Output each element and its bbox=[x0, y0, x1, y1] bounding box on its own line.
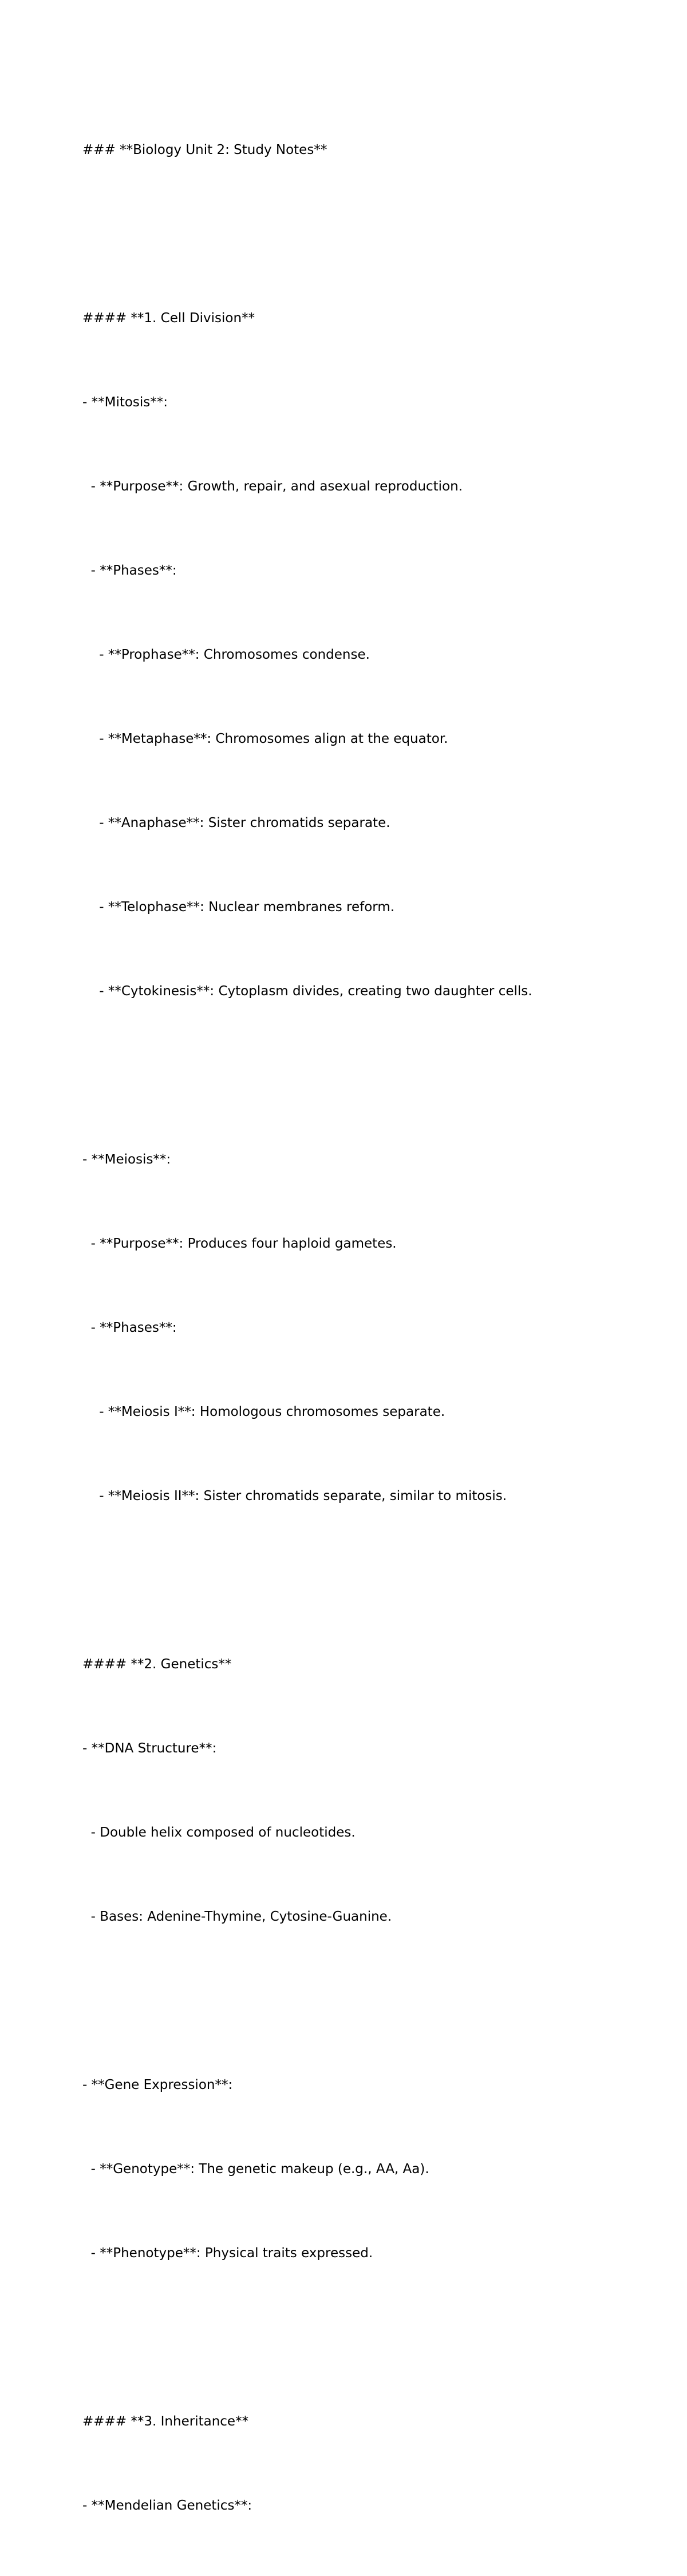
document-body bbox=[82, 80, 532, 2576]
list-item-mendelian-genetics: - **Mendelian Genetics**: bbox=[82, 2498, 252, 2513]
list-item-gene-expression: - **Gene Expression**: bbox=[82, 2078, 233, 2092]
section-heading-cell-division: #### **1. Cell Division** bbox=[82, 311, 255, 326]
blank-line bbox=[82, 1062, 532, 1090]
list-item-prophase: - **Prophase**: Chromosomes condense. bbox=[82, 647, 370, 662]
list-item-meiosis-purpose: - **Purpose**: Produces four haploid gametes. bbox=[82, 1236, 397, 1251]
blank-line bbox=[82, 220, 532, 248]
blank-line bbox=[82, 1987, 532, 2015]
list-item-meiosis-2: - **Meiosis II**: Sister chromatids separate, similar to mitosis. bbox=[82, 1489, 507, 1503]
list-item-phenotype: - **Phenotype**: Physical traits expressed. bbox=[82, 2246, 373, 2261]
list-item-mitosis-phases: - **Phases**: bbox=[82, 563, 177, 578]
list-item-meiosis-1: - **Meiosis I**: Homologous chromosomes separate. bbox=[82, 1404, 445, 1419]
list-item-meiosis-phases: - **Phases**: bbox=[82, 1320, 177, 1335]
doc-title: ### **Biology Unit 2: Study Notes** bbox=[82, 143, 327, 157]
list-item-genotype: - **Genotype**: The genetic makeup (e.g., AA, Aa). bbox=[82, 2162, 429, 2177]
blank-line bbox=[82, 1566, 532, 1594]
list-item-double-helix: - Double helix composed of nucleotides. bbox=[82, 1825, 356, 1840]
section-heading-genetics: #### **2. Genetics** bbox=[82, 1657, 232, 1672]
blank-line bbox=[82, 2324, 532, 2352]
list-item-cytokinesis: - **Cytokinesis**: Cytoplasm divides, creating two daughter cells. bbox=[82, 984, 532, 999]
list-item-metaphase: - **Metaphase**: Chromosomes align at the equator. bbox=[82, 731, 448, 746]
list-item-meiosis: - **Meiosis**: bbox=[82, 1152, 171, 1167]
list-item-anaphase: - **Anaphase**: Sister chromatids separate. bbox=[82, 816, 390, 830]
list-item-dna-structure: - **DNA Structure**: bbox=[82, 1741, 217, 1756]
list-item-mitosis: - **Mitosis**: bbox=[82, 395, 168, 410]
list-item-bases: - Bases: Adenine-Thymine, Cytosine-Guanine. bbox=[82, 1909, 392, 1924]
section-heading-inheritance: #### **3. Inheritance** bbox=[82, 2414, 249, 2429]
list-item-mitosis-purpose: - **Purpose**: Growth, repair, and asexual reproduction. bbox=[82, 479, 463, 494]
list-item-telophase: - **Telophase**: Nuclear membranes reform. bbox=[82, 900, 395, 915]
